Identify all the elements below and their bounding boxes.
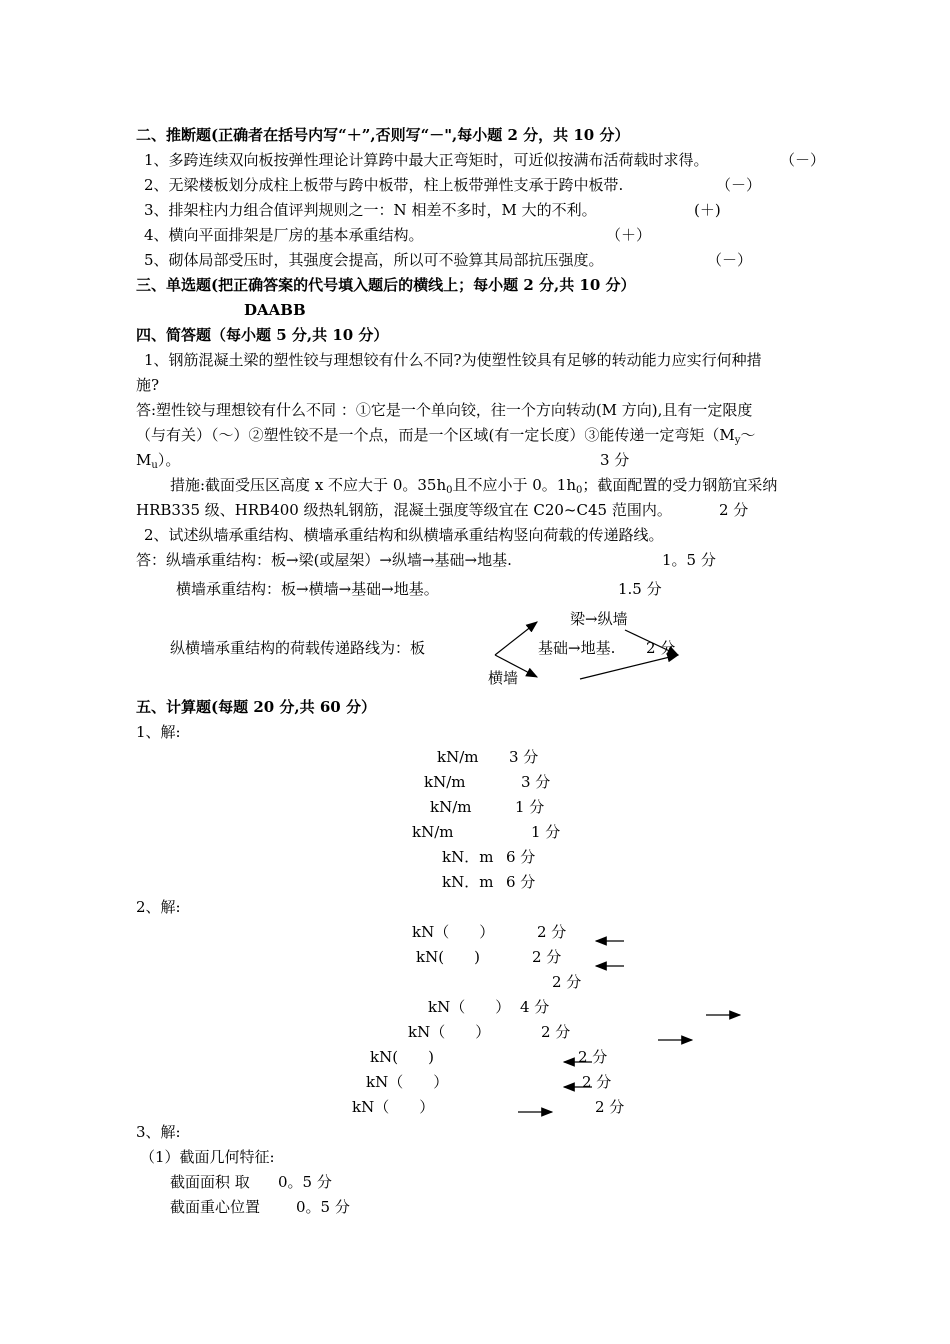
answer-1-line5: HRB335 级、HRB400 级热轧钢筋，混凝土强度等级宜在 C20~C45 范围内。 bbox=[136, 501, 672, 519]
answer-1-line2-text: （与有关）（～）②塑性铰不是一个点，而是一个区域(有一定长度）③能传递一定弯矩（M bbox=[136, 426, 735, 444]
p2-line1-score: 2 分 bbox=[537, 923, 567, 941]
judge-answer-2: （－） bbox=[716, 176, 762, 194]
moment-subscript-u: u bbox=[151, 460, 158, 471]
section3-title: 三、单选题(把正确答案的代号填入题后的横线上；每小题 2 分,共 10 分） bbox=[136, 276, 636, 294]
p1-line4-unit: kN/m bbox=[412, 823, 454, 841]
judge-answer-1: （－） bbox=[780, 151, 826, 169]
arrow-from-longwall bbox=[625, 630, 678, 655]
path-middle: 基础→地基. bbox=[538, 639, 616, 657]
measures-part-b: 且不应小于 0。1h bbox=[452, 476, 577, 494]
arrow-to-crosswall bbox=[495, 655, 537, 677]
arrow-to-beam bbox=[495, 622, 537, 655]
p1-line1-unit: kN/m bbox=[437, 748, 479, 766]
answer-2-line1-score: 1。5 分 bbox=[662, 551, 716, 569]
p1-line5-score: 6 分 bbox=[506, 848, 536, 866]
p2-line8-score: 2 分 bbox=[595, 1098, 625, 1116]
force-direction-arrows bbox=[500, 925, 760, 1125]
question-1-line2: 施? bbox=[136, 376, 160, 394]
p2-line4-unit: kN（ ） bbox=[428, 998, 511, 1016]
question-1-line1: 1、钢筋混凝土梁的塑性铰与理想铰有什么不同?为使塑性铰具有足够的转动能力应实行何种措 bbox=[144, 351, 762, 369]
judge-item-4: 4、横向平面排架是厂房的基本承重结构。 bbox=[144, 226, 424, 244]
p1-line2-unit: kN/m bbox=[424, 773, 466, 791]
judge-item-5: 5、砌体局部受压时，其强度会提高，所以可不验算其局部抗压强度。 bbox=[144, 251, 604, 269]
p1-line3-score: 1 分 bbox=[515, 798, 545, 816]
answer-1-line3 bbox=[136, 450, 180, 470]
h0-subscript-1: 0 bbox=[446, 485, 453, 496]
answer-2-line3: 纵横墙承重结构的荷载传递路线为：板 bbox=[170, 639, 426, 657]
p1-line3-unit: kN/m bbox=[430, 798, 472, 816]
answer-1-measures bbox=[170, 475, 777, 495]
answer-2-line1: 答：纵墙承重结构：板→梁(或屋架）→纵墙→基础→地基. bbox=[136, 551, 512, 569]
section5-title: 五、计算题(每题 20 分,共 60 分） bbox=[136, 698, 376, 716]
p2-line7-score: 2 分 bbox=[582, 1073, 612, 1091]
question-2: 2、试述纵墙承重结构、横墙承重结构和纵横墙承重结构竖向荷载的传递路线。 bbox=[144, 526, 664, 544]
answer-1-line5-score: 2 分 bbox=[719, 501, 749, 519]
answer-2-line2-score: 1.5 分 bbox=[618, 580, 662, 598]
p3-area: 截面面积 取 bbox=[170, 1173, 250, 1191]
problem-2-label: 2、解: bbox=[136, 898, 181, 916]
p1-line4-score: 1 分 bbox=[531, 823, 561, 841]
judge-item-3: 3、排架柱内力组合值评判规则之一：N 相差不多时，M 大的不利。 bbox=[144, 201, 597, 219]
section3-answer: DAABB bbox=[244, 301, 306, 319]
p2-line7-unit: kN（ ） bbox=[366, 1073, 449, 1091]
judge-answer-4: （＋） bbox=[606, 226, 652, 244]
judge-item-2: 2、无梁楼板划分成柱上板带与跨中板带，柱上板带弹性支承于跨中板带. bbox=[144, 176, 624, 194]
p2-line2-score: 2 分 bbox=[532, 948, 562, 966]
p3-area-score: 0。5 分 bbox=[278, 1173, 332, 1191]
judge-answer-3: (＋) bbox=[694, 201, 721, 219]
p2-line1-unit: kN（ ） bbox=[412, 923, 495, 941]
p2-line5-unit: kN（ ） bbox=[408, 1023, 491, 1041]
p2-line5-score: 2 分 bbox=[541, 1023, 571, 1041]
p2-line4-score: 4 分 bbox=[520, 998, 550, 1016]
moment-subscript-y: y bbox=[734, 435, 741, 446]
p1-line6-score: 6 分 bbox=[506, 873, 536, 891]
p1-line6-unit: kN．m bbox=[442, 873, 494, 891]
p2-line3-score: 2 分 bbox=[552, 973, 582, 991]
path-middle-score: 2 分 bbox=[646, 639, 676, 657]
p1-line2-score: 3 分 bbox=[521, 773, 551, 791]
p3-centroid: 截面重心位置 bbox=[170, 1198, 261, 1216]
judge-answer-5: （－） bbox=[707, 251, 753, 269]
answer-1-line2 bbox=[136, 425, 755, 445]
p1-line1-score: 3 分 bbox=[509, 748, 539, 766]
arrow-from-crosswall bbox=[580, 655, 678, 679]
load-path-arrows bbox=[480, 610, 700, 685]
answer-1-line1: 答:塑性铰与理想铰有什么不同 ：①它是一个单向铰，往一个方向转动(M 方向),且有一定限度 bbox=[136, 401, 753, 419]
p2-line8-unit: kN（ ） bbox=[352, 1098, 435, 1116]
section2-title: 二、推断题(正确者在括号内写“＋”,否则写“－",每小题 2 分，共 10 分） bbox=[136, 126, 630, 144]
p2-line2-unit: kN( ) bbox=[416, 948, 480, 966]
path-upper-branch: 梁→纵墙 bbox=[570, 610, 628, 628]
section4-title: 四、简答题（每小题 5 分,共 10 分） bbox=[136, 326, 389, 344]
moment-symbol: M bbox=[136, 451, 152, 469]
path-lower-branch: 横墙 bbox=[488, 669, 519, 687]
answer-1-line2-end: ～ bbox=[740, 426, 756, 444]
problem-1-label: 1、解: bbox=[136, 723, 181, 741]
p2-line6-score: 2 分 bbox=[578, 1048, 608, 1066]
answer-1-line3-end: ）。 bbox=[157, 451, 181, 469]
answer-1-score: 3 分 bbox=[600, 451, 630, 469]
p2-line6-unit: kN( ) bbox=[370, 1048, 434, 1066]
judge-item-1: 1、多跨连续双向板按弹性理论计算跨中最大正弯矩时，可近似按满布活荷载时求得。 bbox=[144, 151, 709, 169]
measures-part-c: ；截面配置的受力钢筋宜采纳 bbox=[582, 476, 778, 494]
p1-line5-unit: kN．m bbox=[442, 848, 494, 866]
answer-2-line2: 横墙承重结构：板→横墙→基础→地基。 bbox=[176, 580, 439, 598]
h0-subscript-2: 0 bbox=[576, 485, 583, 496]
problem-3-label: 3、解: bbox=[136, 1123, 181, 1141]
measures-part-a: 措施:截面受压区高度 x 不应大于 0。35h bbox=[170, 476, 447, 494]
p3-subheading: （1）截面几何特征: bbox=[140, 1148, 275, 1166]
p3-centroid-score: 0。5 分 bbox=[296, 1198, 350, 1216]
